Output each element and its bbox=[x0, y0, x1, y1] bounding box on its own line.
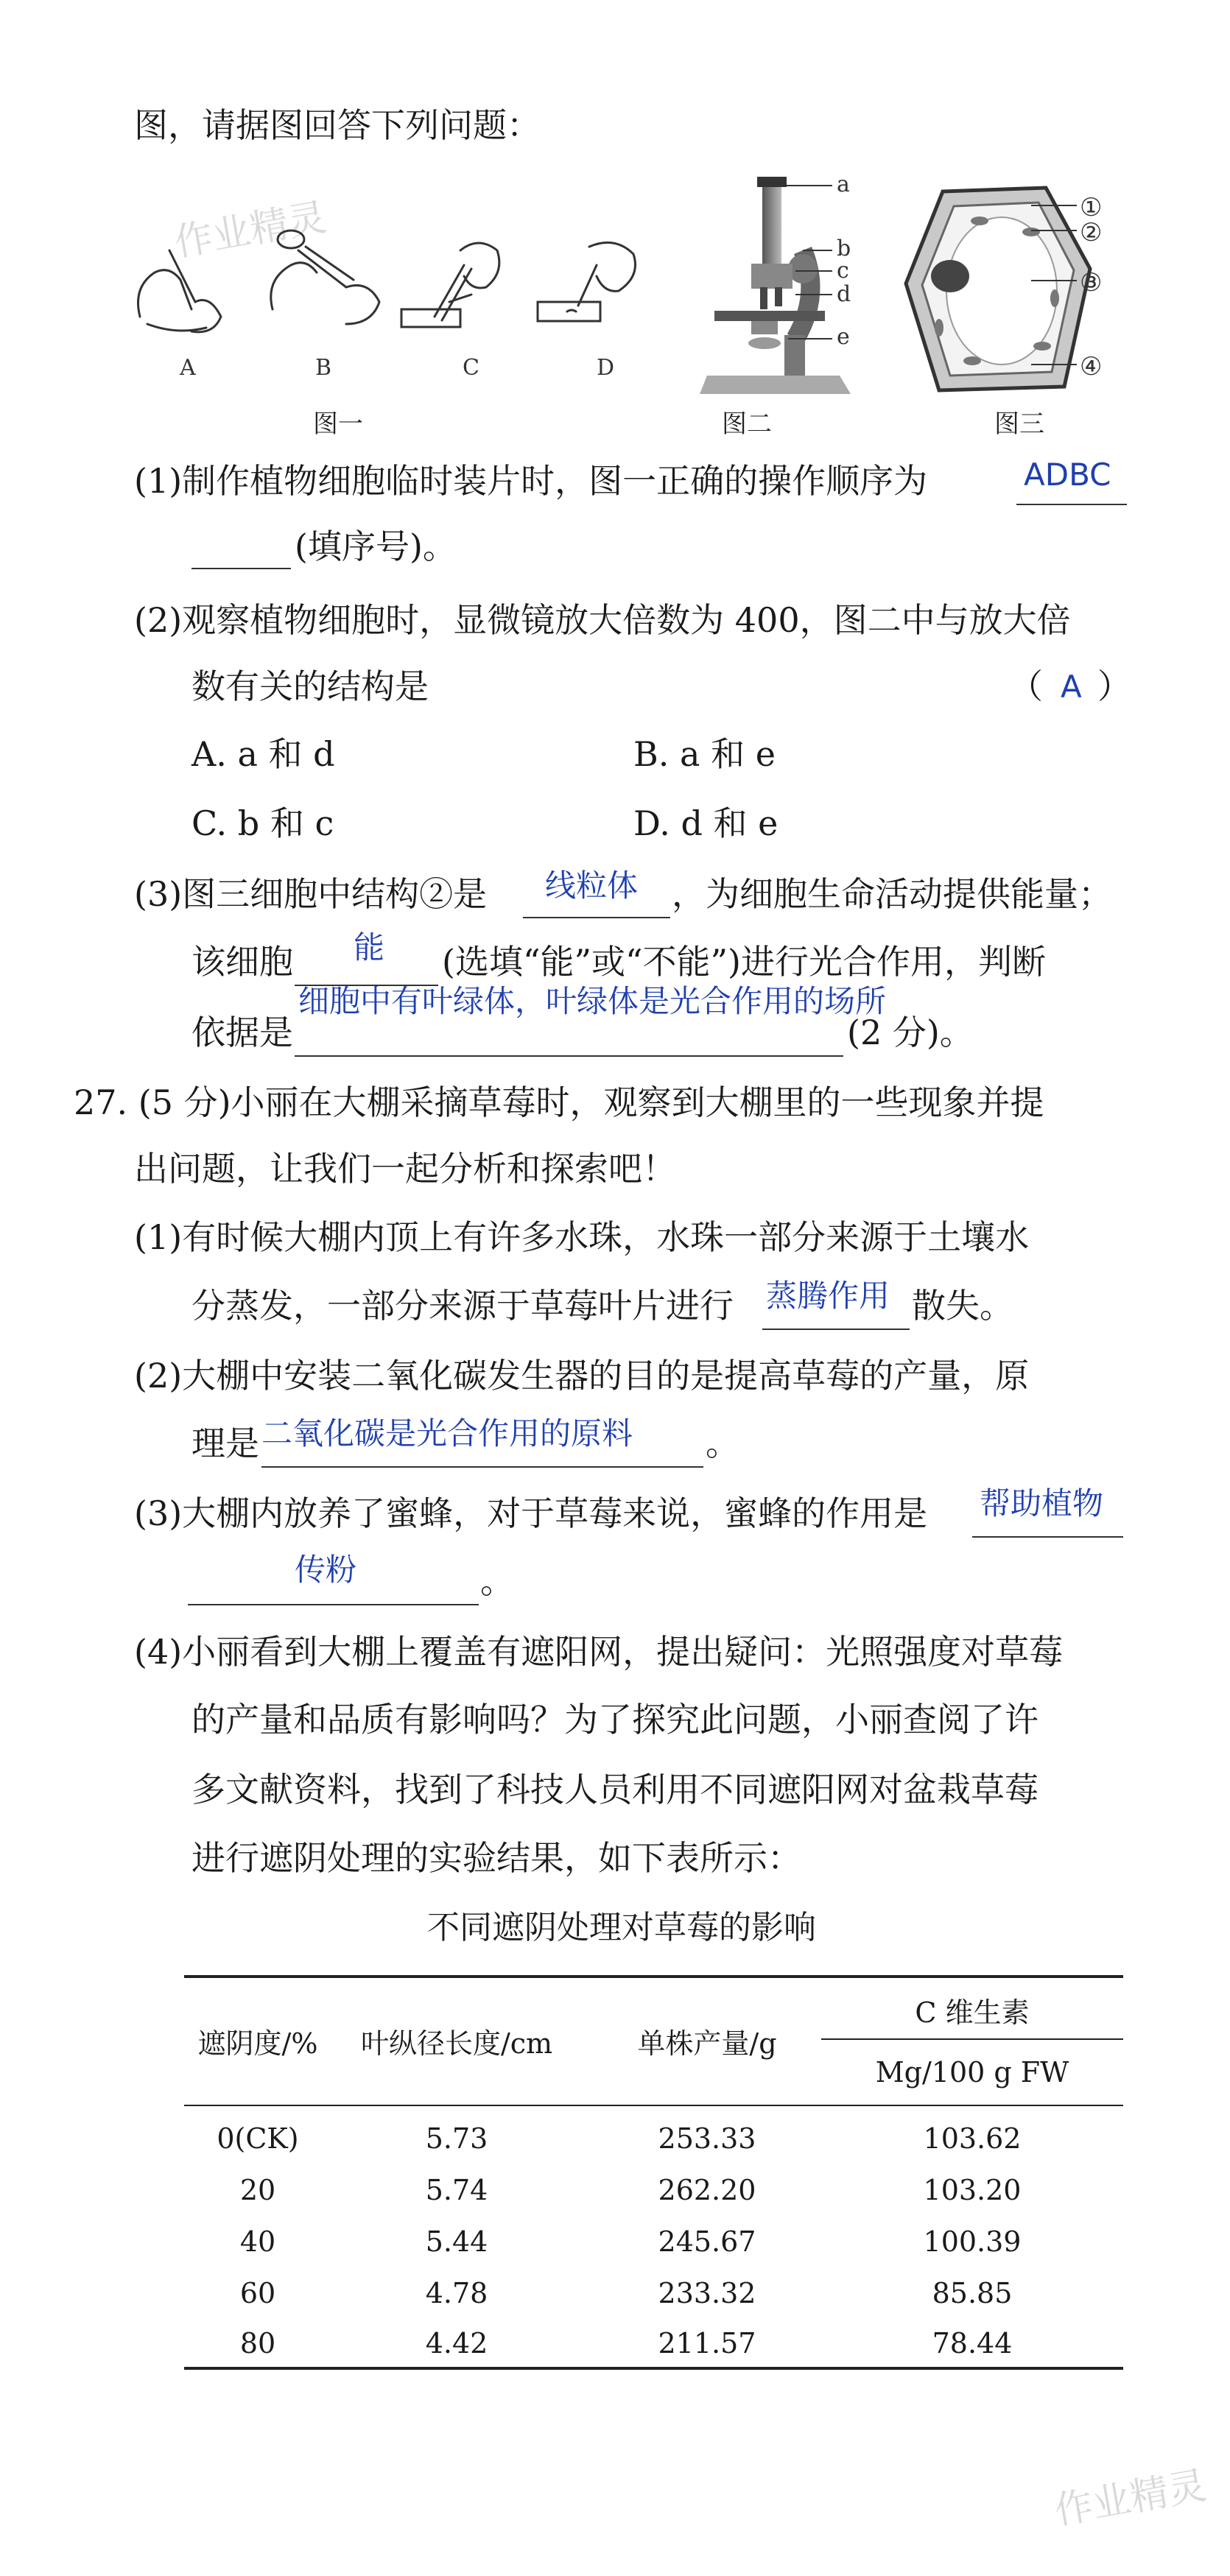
q26-p2-line2: 数有关的结构是 bbox=[191, 666, 429, 706]
watermark: 作业精灵 bbox=[171, 195, 330, 266]
q26-p2-bracket-close: ） bbox=[1097, 666, 1131, 706]
q26-p3-line3a: 依据是 bbox=[191, 1013, 293, 1052]
cell-leaf-length: 5.74 bbox=[425, 2174, 488, 2206]
q26-option-a: A. a 和 d bbox=[191, 734, 335, 774]
cell-vitamin-c: 103.20 bbox=[923, 2174, 1022, 2206]
figure1-label-d: D bbox=[597, 355, 615, 381]
figure2-label-c: c bbox=[837, 258, 849, 284]
q26-p3-line1b: ，为细胞生命活动提供能量； bbox=[672, 874, 1112, 914]
cell-vitamin-c: 85.85 bbox=[932, 2277, 1013, 2309]
cell-leaf-length: 5.44 bbox=[425, 2225, 488, 2258]
figure2-label-e: e bbox=[837, 324, 850, 350]
cell-shading: 40 bbox=[239, 2225, 276, 2258]
q26-p3-blank3 bbox=[295, 1023, 843, 1057]
cell-shading: 20 bbox=[239, 2174, 276, 2206]
cell-vitamin-c: 103.62 bbox=[923, 2122, 1022, 2155]
q26-option-b: B. a 和 e bbox=[633, 734, 776, 774]
watermark: 作业精灵 bbox=[1051, 2463, 1210, 2534]
header-vitamin-c-unit: Mg/100 g FW bbox=[875, 2056, 1069, 2088]
header-shading: 遮阴度/% bbox=[197, 2027, 318, 2060]
q26-option-c: C. b 和 c bbox=[191, 803, 334, 843]
figure1-illustration bbox=[125, 206, 685, 376]
q26-p3-line2a: 该细胞 bbox=[191, 942, 293, 982]
q27-p1-line2b: 散失。 bbox=[912, 1286, 1013, 1326]
cell-yield: 245.67 bbox=[658, 2225, 756, 2258]
table-header-rule bbox=[184, 2105, 1123, 2106]
table-header-sub-rule bbox=[821, 2038, 1123, 2040]
table-top-rule bbox=[184, 1975, 1123, 1978]
cell-vitamin-c: 78.44 bbox=[932, 2327, 1013, 2359]
cell-vitamin-c: 100.39 bbox=[923, 2225, 1022, 2258]
figure1-label-a: A bbox=[180, 355, 196, 381]
header-yield: 单株产量/g bbox=[637, 2027, 777, 2060]
cell-leaf-length: 5.73 bbox=[425, 2122, 488, 2155]
q27-p1-line2a: 分蒸发，一部分来源于草莓叶片进行 bbox=[191, 1286, 734, 1326]
figure2-label-b: b bbox=[837, 236, 851, 261]
q26-p2-answer: A bbox=[1061, 669, 1082, 705]
cell-yield: 253.33 bbox=[658, 2122, 756, 2155]
q27-p3-answer-b: 传粉 bbox=[295, 1552, 357, 1588]
q26-p3-line1a: (3)图三细胞中结构②是 bbox=[134, 874, 488, 914]
figure3-caption: 图三 bbox=[994, 409, 1044, 439]
q27-p1-line1: (1)有时候大棚内顶上有许多水珠，水珠一部分来源于土壤水 bbox=[134, 1217, 1030, 1257]
q27-p2-answer: 二氧化碳是光合作用的原料 bbox=[261, 1415, 633, 1451]
q26-p3-answer3: 细胞中有叶绿体，叶绿体是光合作用的场所 bbox=[298, 983, 887, 1019]
cell-shading: 60 bbox=[239, 2277, 276, 2309]
cell-shading: 0(CK) bbox=[217, 2122, 299, 2155]
cell-leaf-length: 4.42 bbox=[425, 2327, 488, 2359]
q27-p3-answer-a: 帮助植物 bbox=[980, 1485, 1104, 1521]
figure1-label-b: B bbox=[315, 355, 332, 381]
q26-p3-line3b: (2 分)。 bbox=[847, 1013, 974, 1052]
cell-shading: 80 bbox=[239, 2327, 276, 2359]
figure2-caption: 图二 bbox=[722, 409, 772, 439]
figure3-label-4: ④ bbox=[1080, 352, 1103, 381]
cell-yield: 233.32 bbox=[658, 2277, 756, 2309]
q27-p2-line2b: 。 bbox=[706, 1424, 739, 1463]
q26-p2-bracket-open: （ bbox=[1009, 666, 1043, 706]
cell-yield: 211.57 bbox=[658, 2327, 756, 2359]
intro-text: 图，请据图回答下列问题： bbox=[134, 105, 541, 145]
q26-p1-line1: (1)制作植物细胞临时装片时，图一正确的操作顺序为 bbox=[134, 461, 928, 501]
q27-stem-line1: 27. (5 分)小丽在大棚采摘草莓时，观察到大棚里的一些现象并提 bbox=[74, 1083, 1044, 1122]
cell-yield: 262.20 bbox=[658, 2174, 756, 2206]
q27-p4-line3: 多文献资料，找到了科技人员利用不同遮阳网对盆栽草莓 bbox=[191, 1770, 1039, 1809]
q27-p4-line1: (4)小丽看到大棚上覆盖有遮阳网，提出疑问：光照强度对草莓 bbox=[134, 1632, 1064, 1672]
q27-p2-line1: (2)大棚中安装二氧化碳发生器的目的是提高草莓的产量，原 bbox=[134, 1356, 1030, 1396]
q27-p3-line1: (3)大棚内放养了蜜蜂，对于草莓来说，蜜蜂的作用是 bbox=[134, 1493, 928, 1533]
q27-p3-line2b: 。 bbox=[480, 1561, 514, 1601]
figure2-label-a: a bbox=[837, 172, 850, 197]
q26-p1-blank-cont bbox=[191, 535, 291, 569]
q27-stem-line2: 出问题，让我们一起分析和探索吧！ bbox=[134, 1149, 676, 1189]
figure1-label-c: C bbox=[463, 355, 479, 381]
figure1-caption: 图一 bbox=[313, 409, 363, 439]
q27-p4-line4: 进行遮阴处理的实验结果，如下表所示： bbox=[191, 1838, 801, 1878]
figure3-label-1: ① bbox=[1080, 193, 1103, 222]
q27-p2-line2a: 理是 bbox=[191, 1424, 259, 1463]
q26-p3-answer1: 线粒体 bbox=[545, 868, 639, 904]
q26-p3-line2b: (选填“能”或“不能”)进行光合作用，判断 bbox=[442, 942, 1046, 982]
figure3-label-3: ③ bbox=[1080, 268, 1103, 298]
table-bottom-rule bbox=[184, 2367, 1123, 2370]
cell-leaf-length: 4.78 bbox=[425, 2277, 488, 2309]
header-vitamin-c: C 维生素 bbox=[915, 1996, 1030, 2029]
q26-p2-line1: (2)观察植物细胞时，显微镜放大倍数为 400，图二中与放大倍 bbox=[134, 600, 1071, 640]
figure3-label-2: ② bbox=[1080, 218, 1103, 247]
strawberry-shading-table bbox=[184, 1975, 1123, 2373]
q26-p1-line2: (填序号)。 bbox=[295, 527, 457, 566]
q26-p3-answer2: 能 bbox=[354, 929, 385, 965]
table-title: 不同遮阴处理对草莓的影响 bbox=[427, 1909, 816, 1946]
q26-option-d: D. d 和 e bbox=[633, 803, 779, 843]
figure2-label-d: d bbox=[837, 281, 851, 307]
header-leaf-length: 叶纵径长度/cm bbox=[360, 2027, 553, 2060]
q27-p1-answer: 蒸腾作用 bbox=[766, 1278, 890, 1314]
q27-p4-line2: 的产量和品质有影响吗？为了探究此问题，小丽查阅了许 bbox=[191, 1700, 1039, 1739]
q26-p1-answer: ADBC bbox=[1024, 457, 1111, 493]
